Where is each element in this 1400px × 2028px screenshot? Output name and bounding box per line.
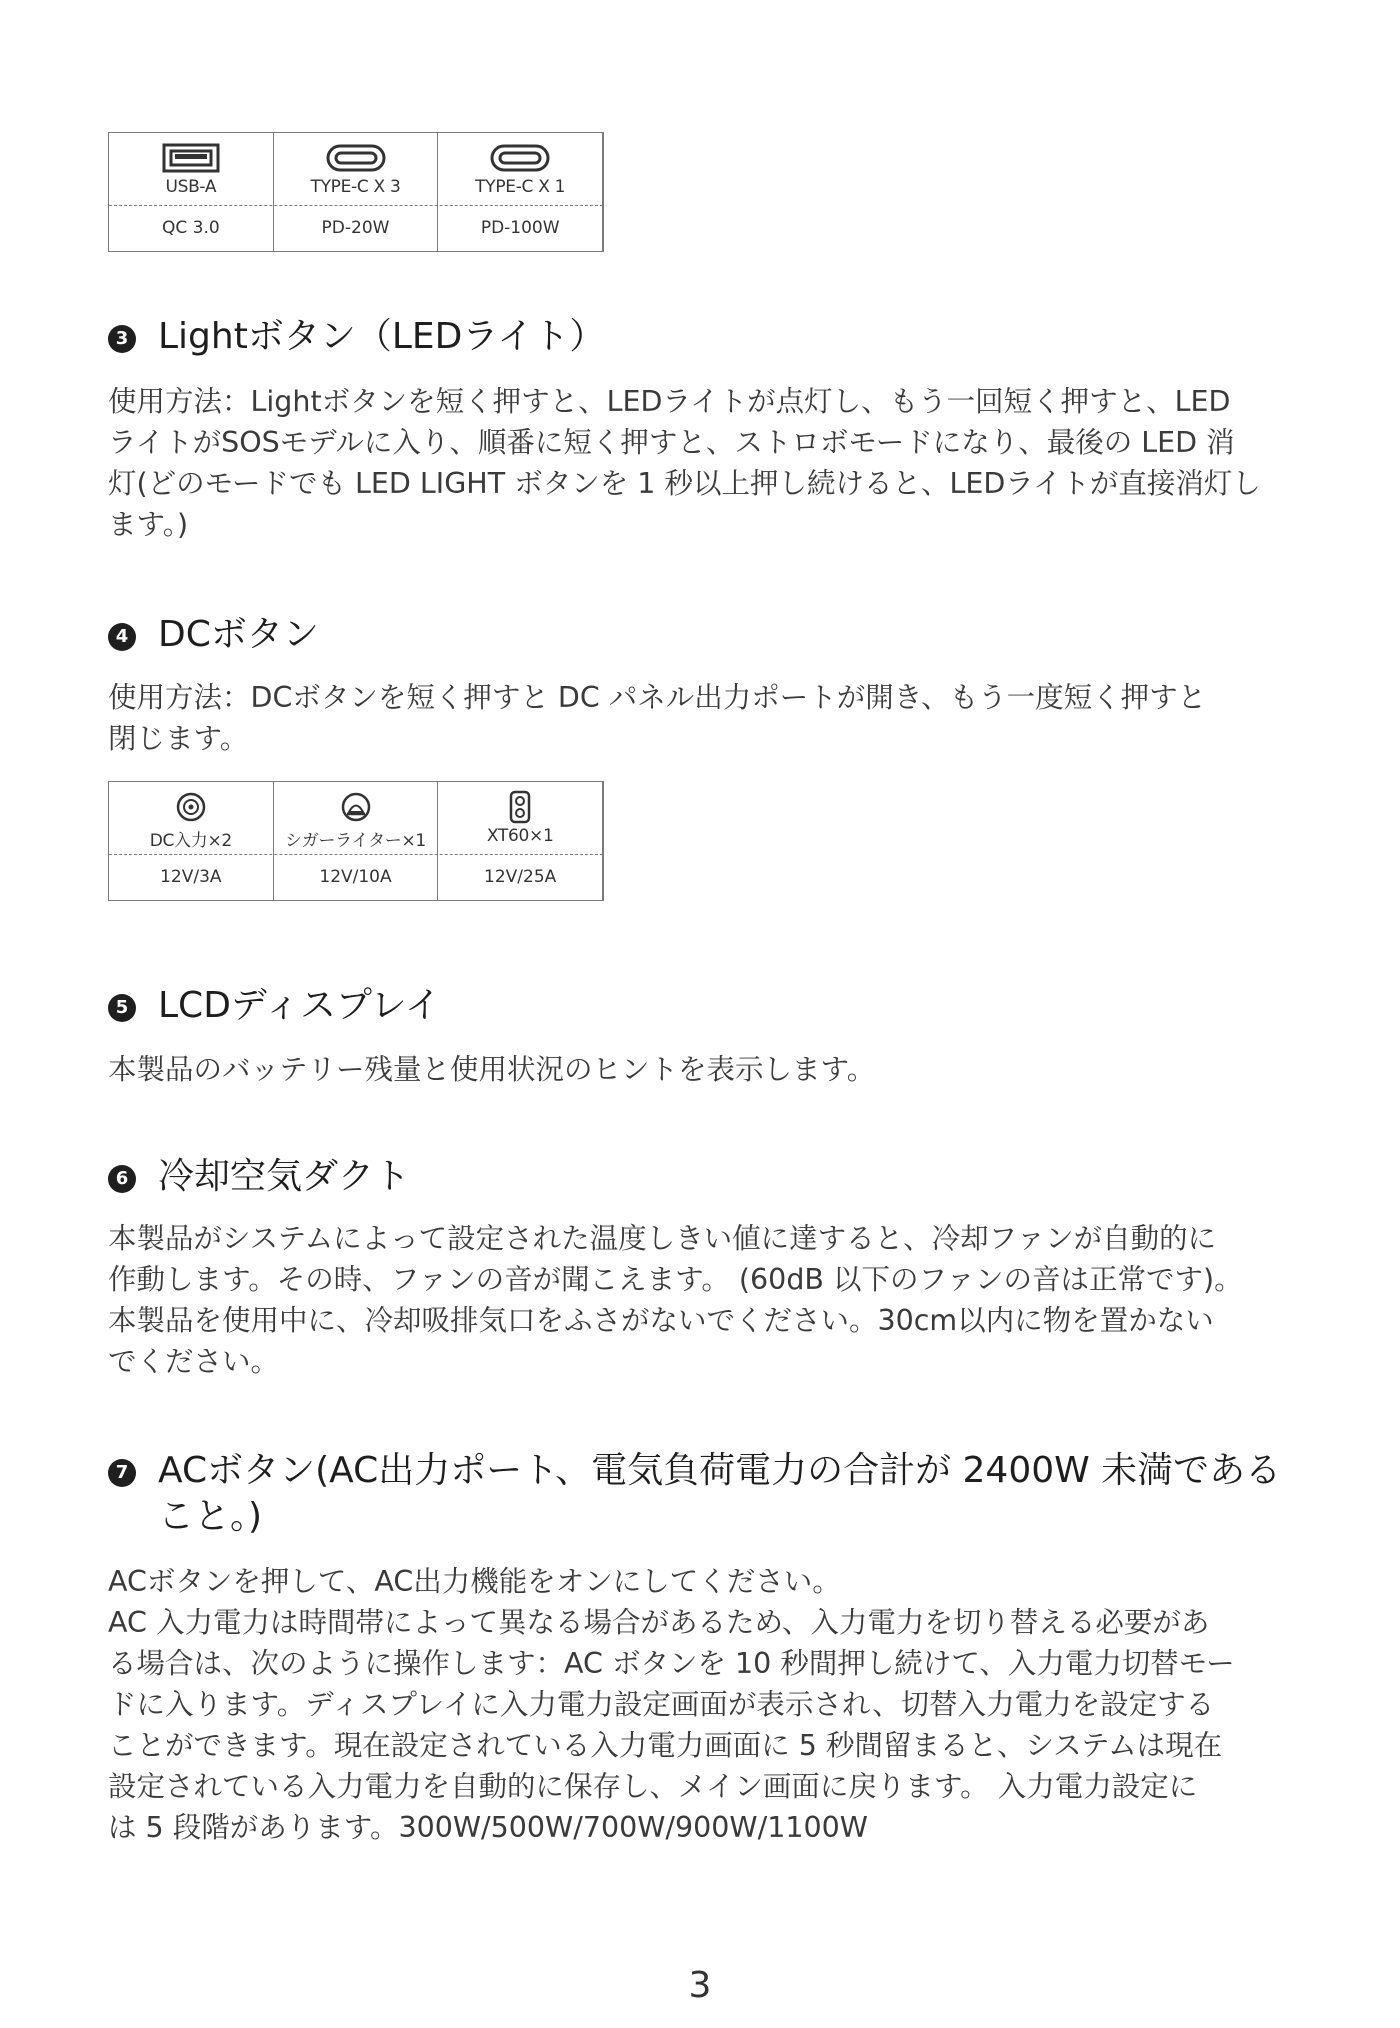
section-body-lcd-display xyxy=(108,1049,1313,1090)
text-line: 設定されている入力電力を自動的に保存し、メイン画面に戻ります。 入力電力設定に xyxy=(108,1770,1198,1803)
section-body-ac-button xyxy=(108,1561,1313,1848)
section-number-badge: 6 xyxy=(108,1165,136,1193)
table-divider xyxy=(109,205,603,206)
xt60-port-icon xyxy=(438,790,602,824)
dc-input-port-icon xyxy=(109,790,273,824)
port-column-type-c-x3 xyxy=(274,133,439,251)
text-line: でください。 xyxy=(108,1345,280,1378)
text-line: 灯(どのモードでも LED LIGHT ボタンを 1 秒以上押し続けると、LEDライトが直接消灯し xyxy=(108,467,1261,500)
port-column-type-c-x1 xyxy=(438,133,603,251)
section-title: 冷却空気ダクト xyxy=(158,1156,411,1197)
section-title-line: ACボタン(AC出力ポート、電気負荷電力の合計が 2400W 未満である xyxy=(158,1450,1282,1491)
text-line: 閉じます。 xyxy=(108,722,249,755)
port-label: DC入力×2 xyxy=(149,831,232,851)
section-heading-ac-button xyxy=(108,1448,1358,1540)
cigarette-lighter-port-icon xyxy=(274,790,438,824)
text-line: 使用方法：DCボタンを短く押すと DC パネル出力ポートが開き、もう一度短く押すと xyxy=(108,681,1207,714)
text-line: は 5 段階があります。300W/500W/700W/900W/1100W xyxy=(108,1811,868,1844)
port-spec: PD-20W xyxy=(321,218,390,238)
section-title: Lightボタン（LEDライト） xyxy=(158,316,606,357)
section-heading-cooling-duct xyxy=(108,1154,410,1200)
port-spec: QC 3.0 xyxy=(161,218,220,238)
page-number: 3 xyxy=(688,1965,712,2006)
text-line: 本製品のバッテリー残量と使用状況のヒントを表示します。 xyxy=(108,1053,876,1086)
port-column-xt60 xyxy=(438,782,603,900)
section-title xyxy=(158,1448,1358,1540)
text-line: 本製品がシステムによって設定された温度しきい値に達すると、冷却ファンが自動的に xyxy=(108,1222,1217,1255)
section-number-badge: 4 xyxy=(108,623,136,651)
port-spec: PD-100W xyxy=(480,218,560,238)
port-spec: 12V/10A xyxy=(319,867,392,887)
type-c-port-icon xyxy=(438,141,602,175)
text-line: ドに入ります。ディスプレイに入力電力設定画面が表示され、切替入力電力を設定する xyxy=(108,1688,1215,1721)
text-line: 本製品を使用中に、冷却吸排気口をふさがないでください。30cm以内に物を置かない xyxy=(108,1304,1214,1337)
port-spec: 12V/3A xyxy=(160,867,222,887)
table-divider xyxy=(109,854,603,855)
port-label: USB-A xyxy=(165,177,217,197)
text-line: 作動します。その時、ファンの音が聞こえます。 (60dB 以下のファンの音は正常です)。 xyxy=(108,1263,1243,1296)
port-spec: 12V/25A xyxy=(484,867,557,887)
section-number-badge: 3 xyxy=(108,325,136,353)
port-column-cigarette-lighter xyxy=(274,782,439,900)
port-column-usb-a xyxy=(109,133,274,251)
section-body-cooling-duct xyxy=(108,1218,1313,1382)
section-heading-light-button xyxy=(108,314,605,360)
dc-port-table xyxy=(108,781,604,901)
port-label: TYPE-C X 1 xyxy=(475,177,566,197)
section-body-dc-button xyxy=(108,677,1313,759)
port-label: シガーライター×1 xyxy=(285,831,426,851)
text-line: AC 入力電力は時間帯によって異なる場合があるため、入力電力を切り替える必要があ xyxy=(108,1606,1210,1639)
usb-port-table xyxy=(108,132,604,252)
section-number-badge: 7 xyxy=(108,1459,136,1487)
section-heading-dc-button xyxy=(108,612,319,658)
section-body-light-button xyxy=(108,381,1313,545)
text-line: ます。) xyxy=(108,508,189,541)
section-title: LCDディスプレイ xyxy=(158,985,441,1026)
text-line: 使用方法：Lightボタンを短く押すと、LEDライトが点灯し、もう一回短く押すと、LED xyxy=(108,385,1231,418)
text-line: ことができます。現在設定されている入力電力画面に 5 秒間留まると、システムは現在 xyxy=(108,1729,1223,1762)
type-c-port-icon xyxy=(274,141,438,175)
usb-a-port-icon xyxy=(109,141,273,175)
text-line: ACボタンを押して、AC出力機能をオンにしてください。 xyxy=(108,1565,841,1598)
section-title-line: こと。) xyxy=(158,1496,263,1537)
text-line: ライトがSOSモデルに入り、順番に短く押すと、ストロボモードになり、最後の LED 消 xyxy=(108,426,1235,459)
section-number-badge: 5 xyxy=(108,994,136,1022)
port-label: TYPE-C X 3 xyxy=(310,177,401,197)
section-heading-lcd-display xyxy=(108,983,441,1029)
section-title: DCボタン xyxy=(158,614,319,655)
port-column-dc-input xyxy=(109,782,274,900)
port-label: XT60×1 xyxy=(486,826,554,846)
text-line: る場合は、次のように操作します：AC ボタンを 10 秒間押し続けて、入力電力切替モー xyxy=(108,1647,1235,1680)
